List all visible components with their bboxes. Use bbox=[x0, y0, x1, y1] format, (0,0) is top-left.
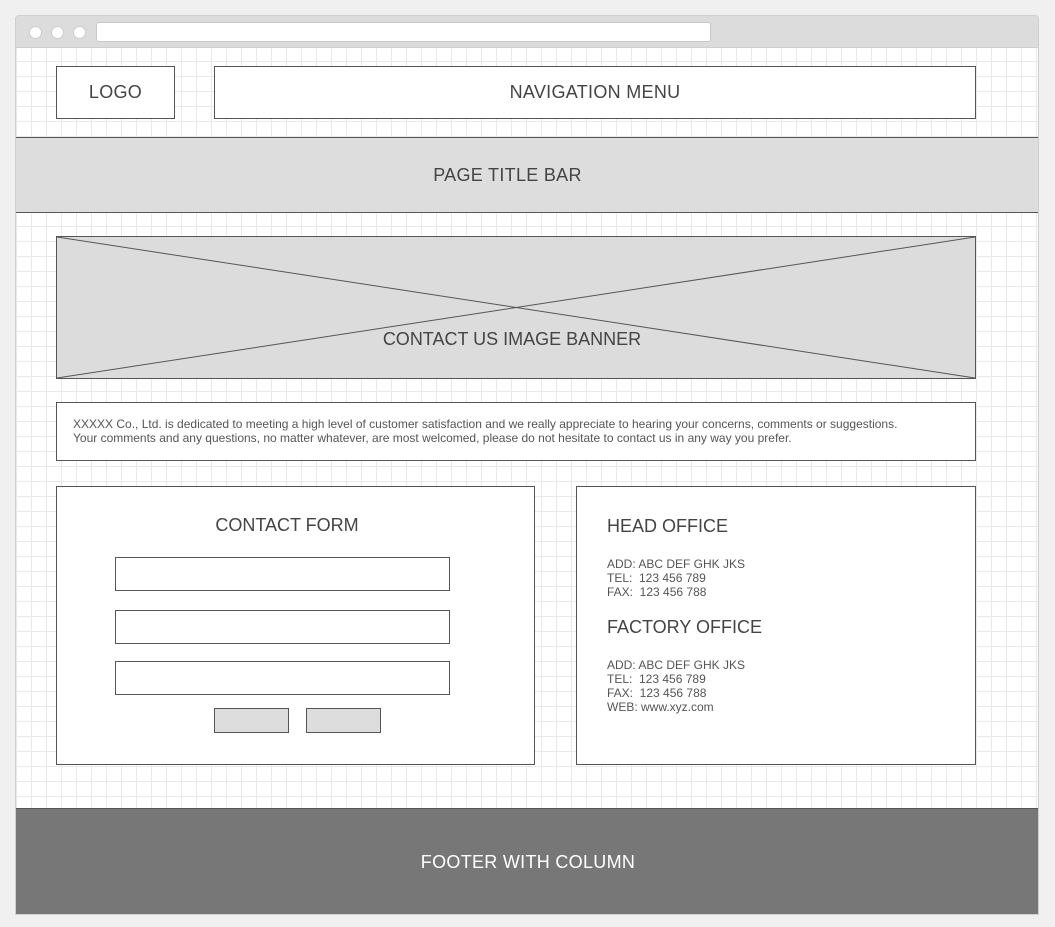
head-office-details bbox=[607, 557, 745, 599]
head-office-fax: FAX: 123 456 788 bbox=[607, 585, 707, 599]
factory-office-address: ADD: ABC DEF GHK JKS bbox=[607, 658, 746, 672]
contact-form-panel bbox=[56, 486, 535, 765]
intro-line-1: XXXXX Co., Ltd. is dedicated to meeting a high level of customer satisfaction and we really appreciate to hearing your concerns, comments or suggestions. bbox=[73, 417, 898, 431]
head-office-address: ADD: ABC DEF GHK JKS bbox=[607, 557, 746, 571]
footer-label: FOOTER WITH COLUMN bbox=[420, 851, 636, 872]
head-office-tel: TEL: 123 456 789 bbox=[607, 571, 706, 585]
intro-text-box bbox=[56, 402, 976, 461]
head-office-title: HEAD OFFICE bbox=[607, 516, 729, 536]
address-bar[interactable] bbox=[96, 22, 711, 42]
factory-office-fax: FAX: 123 456 788 bbox=[607, 686, 707, 700]
factory-office-web[interactable]: WEB: www.xyz.com bbox=[607, 700, 714, 714]
page-footer bbox=[15, 808, 1039, 915]
factory-office-details bbox=[607, 658, 745, 714]
contact-form-title: CONTACT FORM bbox=[215, 515, 359, 535]
window-close-dot[interactable] bbox=[29, 26, 42, 39]
office-info-panel bbox=[576, 486, 976, 765]
form-submit-button[interactable] bbox=[214, 708, 289, 733]
browser-window bbox=[15, 15, 1039, 915]
banner-label: CONTACT US IMAGE BANNER bbox=[382, 329, 642, 349]
page-title-bar bbox=[15, 137, 1039, 213]
image-placeholder-icon bbox=[57, 237, 975, 378]
form-field-2[interactable] bbox=[115, 610, 450, 644]
form-reset-button[interactable] bbox=[306, 708, 381, 733]
logo-placeholder[interactable]: LOGO bbox=[56, 66, 175, 119]
window-maximize-dot[interactable] bbox=[73, 26, 86, 39]
page-title-label: PAGE TITLE BAR bbox=[433, 164, 582, 185]
intro-line-2: Your comments and any questions, no matter whatever, are most welcomed, please do not hesitate to contact us in any way you prefer. bbox=[73, 431, 792, 445]
factory-office-title: FACTORY OFFICE bbox=[607, 617, 763, 637]
browser-titlebar bbox=[16, 16, 1038, 48]
form-field-1[interactable] bbox=[115, 557, 450, 591]
image-banner bbox=[56, 236, 976, 379]
navigation-menu[interactable]: NAVIGATION MENU bbox=[214, 66, 976, 119]
window-minimize-dot[interactable] bbox=[51, 26, 64, 39]
form-field-3[interactable] bbox=[115, 661, 450, 695]
factory-office-tel: TEL: 123 456 789 bbox=[607, 672, 706, 686]
